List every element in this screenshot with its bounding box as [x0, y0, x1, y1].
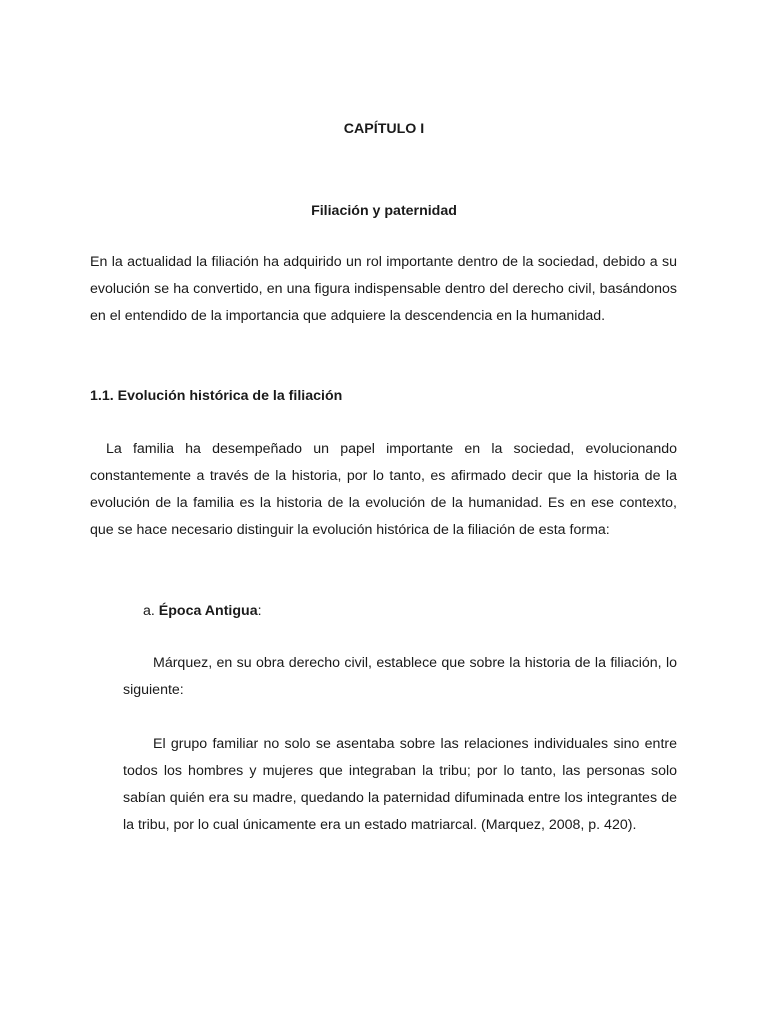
subsection-title: 1.1. Evolución histórica de la filiación [90, 388, 343, 404]
intro-paragraph: En la actualidad la filiación ha adquirido un rol importante dentro de la sociedad, debido a su evolución se ha convertido, en una figura indispensable dentro del derecho civil, basándonos en el entendido de la importancia que adquiere la descendencia en la humanidad. [90, 254, 677, 324]
list-label: Época Antigua [158, 603, 258, 619]
quote-paragraph: El grupo familiar no solo se asentaba sobre las relaciones individuales sino entre todos los hombres y mujeres que integraban la tribu; por lo tanto, las personas solo sabían quién era su madre, quedando la paternidad difuminada entre los integrantes de la tribu, por lo cual únicamente era un estado matriarcal. (Marquez, 2008, p. 420). [123, 736, 677, 833]
list-suffix: : [257, 603, 262, 619]
history-paragraph: La familia ha desempeñado un papel importante en la sociedad, evolucionando constantemente a través de la historia, por lo tanto, es afirmado decir que la historia de la evolución de la familia es la historia de la evolución de la humanidad. Es en ese contexto, que se hace necesario distinguir la evolución histórica de la filiación de esta forma: [90, 441, 677, 538]
list-marker: a. [143, 603, 155, 619]
list-item-epoca-antigua [143, 603, 262, 619]
marquez-intro-paragraph: Márquez, en su obra derecho civil, establece que sobre la historia de la filiación, lo siguiente: [123, 655, 677, 698]
section-title: Filiación y paternidad [311, 203, 457, 219]
chapter-title: CAPÍTULO I [343, 121, 425, 137]
